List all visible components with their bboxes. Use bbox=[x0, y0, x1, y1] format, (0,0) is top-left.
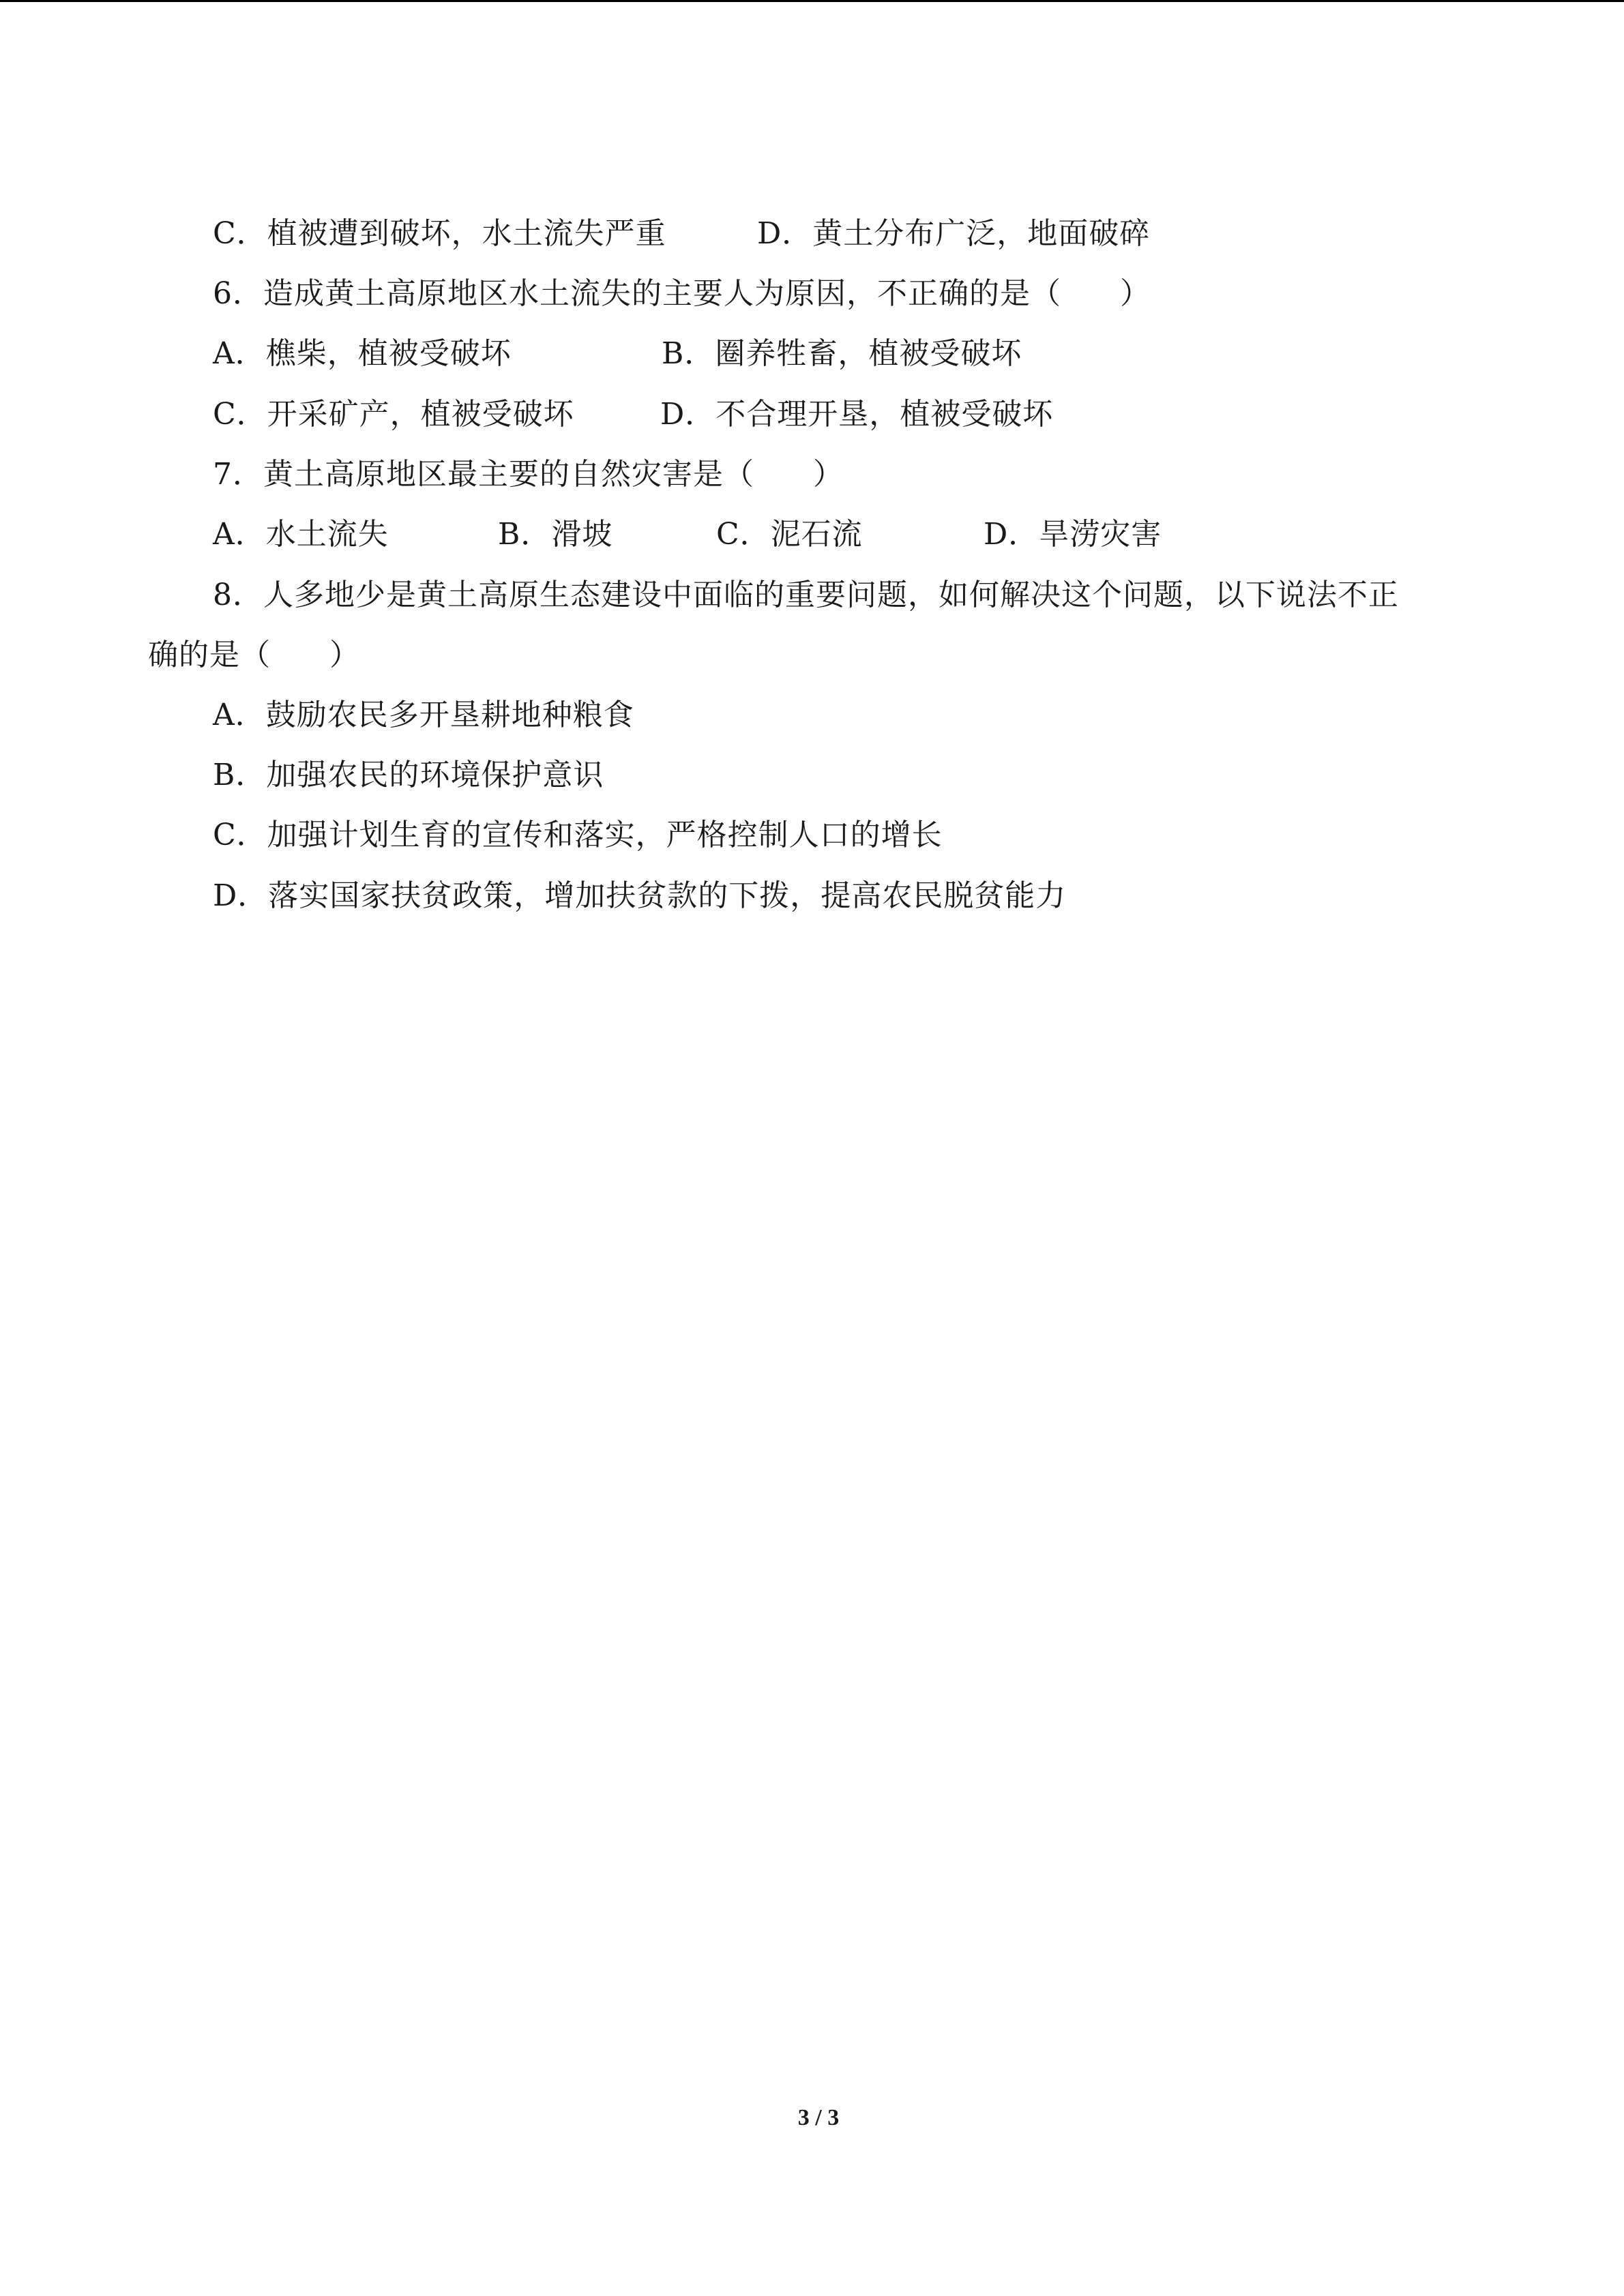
q7-option-a: A．水土流失 bbox=[213, 517, 389, 552]
q7-stem-text: 7．黄土高原地区最主要的自然灾害是（ bbox=[213, 457, 754, 492]
q6-option-d: D．不合理开垦，植被受破坏 bbox=[660, 397, 1054, 432]
q7-stem bbox=[213, 456, 844, 494]
q7-stem-close: ） bbox=[813, 457, 844, 492]
q6-stem-close: ） bbox=[1120, 276, 1151, 311]
q8-option-a: A．鼓励农民多开垦耕地种粮食 bbox=[213, 698, 634, 732]
q6-option-c: C．开采矿产，植被受破坏 bbox=[213, 397, 574, 432]
q7-option-d: D．旱涝灾害 bbox=[984, 517, 1162, 552]
q8-stem-line-1: 8．人多地少是黄土高原生态建设中面临的重要问题，如何解决这个问题，以下说法不正 bbox=[213, 578, 1399, 612]
q6-option-b: B．圈养牲畜，植被受破坏 bbox=[662, 336, 1022, 371]
q8-stem-close: ） bbox=[329, 638, 360, 672]
q5-option-d: D．黄土分布广泛，地面破碎 bbox=[757, 216, 1151, 251]
q8-option-c: C．加强计划生育的宣传和落实，严格控制人口的增长 bbox=[213, 818, 943, 852]
q8-stem-text: 确的是（ bbox=[148, 638, 271, 672]
q5-option-c: C．植被遭到破坏，水土流失严重 bbox=[213, 216, 666, 251]
q6-stem bbox=[213, 275, 1151, 313]
q6-stem-text: 6．造成黄土高原地区水土流失的主要人为原因，不正确的是（ bbox=[213, 276, 1061, 311]
q6-option-a: A．樵柴，植被受破坏 bbox=[213, 336, 512, 371]
top-border-line bbox=[0, 0, 1624, 2]
q8-option-d: D．落实国家扶贫政策，增加扶贫款的下拨，提高农民脱贫能力 bbox=[213, 878, 1067, 913]
q7-option-b: B．滑坡 bbox=[498, 517, 613, 552]
q8-stem-line-2 bbox=[148, 636, 360, 674]
q8-option-b: B．加强农民的环境保护意识 bbox=[213, 758, 604, 792]
page-number: 3 / 3 bbox=[797, 2105, 840, 2130]
q7-option-c: C．泥石流 bbox=[716, 517, 863, 552]
